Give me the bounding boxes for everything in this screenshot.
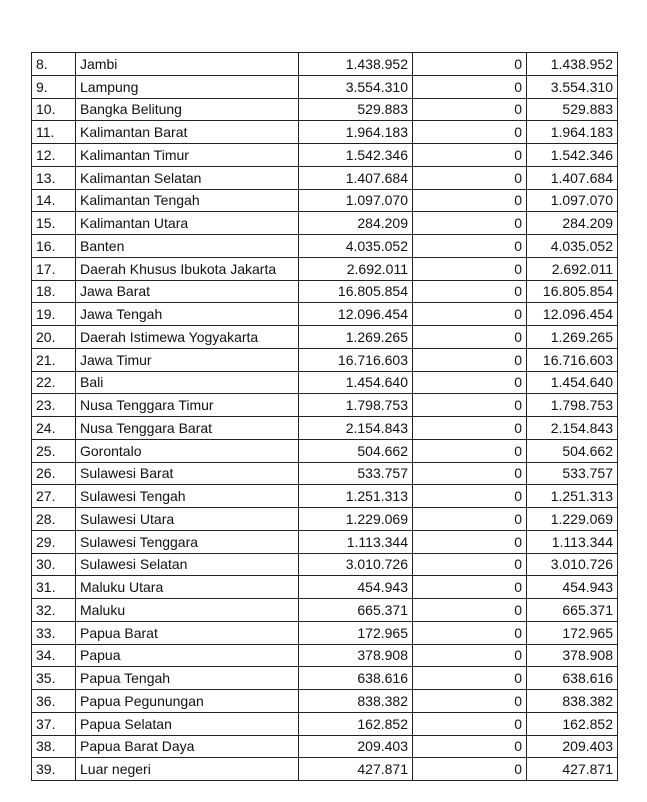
total-cell: 1.438.952: [527, 53, 618, 76]
value-cell: 427.871: [299, 758, 413, 781]
zero-value-cell: 0: [413, 121, 527, 144]
value-cell: 1.964.183: [299, 121, 413, 144]
value-cell: 1.454.640: [299, 371, 413, 394]
total-cell: 378.908: [527, 644, 618, 667]
table-row: [32, 712, 618, 735]
table-row: [32, 166, 618, 189]
zero-value-cell: 0: [413, 235, 527, 258]
total-cell: 427.871: [527, 758, 618, 781]
table-row: [32, 417, 618, 440]
table-row: [32, 690, 618, 713]
value-cell: 4.035.052: [299, 235, 413, 258]
value-cell: 638.616: [299, 667, 413, 690]
province-name: Jawa Barat: [76, 280, 299, 303]
zero-value-cell: 0: [413, 621, 527, 644]
row-number: 36.: [32, 690, 76, 713]
zero-value-cell: 0: [413, 576, 527, 599]
total-cell: 1.454.640: [527, 371, 618, 394]
zero-value-cell: 0: [413, 485, 527, 508]
row-number: 19.: [32, 303, 76, 326]
value-cell: 172.965: [299, 621, 413, 644]
zero-value-cell: 0: [413, 553, 527, 576]
value-cell: 529.883: [299, 98, 413, 121]
province-name: Luar negeri: [76, 758, 299, 781]
province-name: Jawa Timur: [76, 348, 299, 371]
value-cell: 533.757: [299, 462, 413, 485]
row-number: 34.: [32, 644, 76, 667]
zero-value-cell: 0: [413, 189, 527, 212]
province-name: Banten: [76, 235, 299, 258]
table-row: [32, 144, 618, 167]
row-number: 9.: [32, 75, 76, 98]
table-row: [32, 371, 618, 394]
row-number: 37.: [32, 712, 76, 735]
total-cell: 1.964.183: [527, 121, 618, 144]
province-name: Sulawesi Selatan: [76, 553, 299, 576]
total-cell: 4.035.052: [527, 235, 618, 258]
province-name: Papua: [76, 644, 299, 667]
table-row: [32, 485, 618, 508]
zero-value-cell: 0: [413, 508, 527, 531]
value-cell: 16.716.603: [299, 348, 413, 371]
row-number: 32.: [32, 599, 76, 622]
table-row: [32, 280, 618, 303]
table-row: [32, 189, 618, 212]
row-number: 10.: [32, 98, 76, 121]
total-cell: 3.010.726: [527, 553, 618, 576]
total-cell: 12.096.454: [527, 303, 618, 326]
row-number: 18.: [32, 280, 76, 303]
province-name: Sulawesi Utara: [76, 508, 299, 531]
value-cell: 1.251.313: [299, 485, 413, 508]
total-cell: 16.716.603: [527, 348, 618, 371]
zero-value-cell: 0: [413, 667, 527, 690]
table-row: [32, 530, 618, 553]
zero-value-cell: 0: [413, 53, 527, 76]
province-name: Kalimantan Barat: [76, 121, 299, 144]
table-row: [32, 599, 618, 622]
total-cell: 2.692.011: [527, 257, 618, 280]
total-cell: 162.852: [527, 712, 618, 735]
province-name: Sulawesi Tengah: [76, 485, 299, 508]
table-row: [32, 257, 618, 280]
zero-value-cell: 0: [413, 644, 527, 667]
province-name: Papua Pegunungan: [76, 690, 299, 713]
table-body: [32, 53, 618, 781]
total-cell: 1.097.070: [527, 189, 618, 212]
value-cell: 284.209: [299, 212, 413, 235]
value-cell: 504.662: [299, 439, 413, 462]
total-cell: 529.883: [527, 98, 618, 121]
zero-value-cell: 0: [413, 75, 527, 98]
value-cell: 16.805.854: [299, 280, 413, 303]
total-cell: 1.251.313: [527, 485, 618, 508]
row-number: 35.: [32, 667, 76, 690]
table-row: [32, 394, 618, 417]
province-name: Jawa Tengah: [76, 303, 299, 326]
table-row: [32, 121, 618, 144]
value-cell: 3.554.310: [299, 75, 413, 98]
zero-value-cell: 0: [413, 257, 527, 280]
zero-value-cell: 0: [413, 439, 527, 462]
table-row: [32, 667, 618, 690]
total-cell: 284.209: [527, 212, 618, 235]
zero-value-cell: 0: [413, 417, 527, 440]
value-cell: 378.908: [299, 644, 413, 667]
value-cell: 162.852: [299, 712, 413, 735]
zero-value-cell: 0: [413, 212, 527, 235]
table-row: [32, 644, 618, 667]
table-row: [32, 303, 618, 326]
province-name: Gorontalo: [76, 439, 299, 462]
zero-value-cell: 0: [413, 371, 527, 394]
zero-value-cell: 0: [413, 348, 527, 371]
row-number: 11.: [32, 121, 76, 144]
province-name: Sulawesi Tenggara: [76, 530, 299, 553]
row-number: 30.: [32, 553, 76, 576]
row-number: 28.: [32, 508, 76, 531]
province-name: Nusa Tenggara Timur: [76, 394, 299, 417]
zero-value-cell: 0: [413, 326, 527, 349]
value-cell: 1.113.344: [299, 530, 413, 553]
row-number: 17.: [32, 257, 76, 280]
table-row: [32, 576, 618, 599]
province-data-table: [31, 52, 618, 781]
table-row: [32, 735, 618, 758]
province-name: Jambi: [76, 53, 299, 76]
table-row: [32, 439, 618, 462]
zero-value-cell: 0: [413, 599, 527, 622]
table-row: [32, 462, 618, 485]
value-cell: 1.542.346: [299, 144, 413, 167]
value-cell: 2.692.011: [299, 257, 413, 280]
value-cell: 1.407.684: [299, 166, 413, 189]
value-cell: 1.269.265: [299, 326, 413, 349]
province-name: Lampung: [76, 75, 299, 98]
zero-value-cell: 0: [413, 735, 527, 758]
row-number: 8.: [32, 53, 76, 76]
zero-value-cell: 0: [413, 166, 527, 189]
row-number: 23.: [32, 394, 76, 417]
table-row: [32, 326, 618, 349]
row-number: 15.: [32, 212, 76, 235]
total-cell: 3.554.310: [527, 75, 618, 98]
province-name: Papua Barat Daya: [76, 735, 299, 758]
table-row: [32, 235, 618, 258]
total-cell: 172.965: [527, 621, 618, 644]
total-cell: 209.403: [527, 735, 618, 758]
row-number: 21.: [32, 348, 76, 371]
province-name: Papua Selatan: [76, 712, 299, 735]
total-cell: 1.113.344: [527, 530, 618, 553]
total-cell: 504.662: [527, 439, 618, 462]
province-name: Kalimantan Timur: [76, 144, 299, 167]
total-cell: 16.805.854: [527, 280, 618, 303]
table-row: [32, 212, 618, 235]
row-number: 20.: [32, 326, 76, 349]
province-name: Sulawesi Barat: [76, 462, 299, 485]
row-number: 13.: [32, 166, 76, 189]
total-cell: 1.407.684: [527, 166, 618, 189]
table-row: [32, 758, 618, 781]
table-row: [32, 553, 618, 576]
value-cell: 1.229.069: [299, 508, 413, 531]
table-row: [32, 508, 618, 531]
zero-value-cell: 0: [413, 712, 527, 735]
province-name: Papua Tengah: [76, 667, 299, 690]
zero-value-cell: 0: [413, 280, 527, 303]
table-row: [32, 348, 618, 371]
province-name: Daerah Khusus Ibukota Jakarta: [76, 257, 299, 280]
province-name: Kalimantan Utara: [76, 212, 299, 235]
row-number: 16.: [32, 235, 76, 258]
total-cell: 838.382: [527, 690, 618, 713]
zero-value-cell: 0: [413, 303, 527, 326]
total-cell: 2.154.843: [527, 417, 618, 440]
total-cell: 1.229.069: [527, 508, 618, 531]
zero-value-cell: 0: [413, 98, 527, 121]
zero-value-cell: 0: [413, 758, 527, 781]
total-cell: 533.757: [527, 462, 618, 485]
province-name: Bangka Belitung: [76, 98, 299, 121]
province-name: Bali: [76, 371, 299, 394]
province-name: Maluku Utara: [76, 576, 299, 599]
row-number: 27.: [32, 485, 76, 508]
value-cell: 3.010.726: [299, 553, 413, 576]
province-name: Kalimantan Selatan: [76, 166, 299, 189]
zero-value-cell: 0: [413, 462, 527, 485]
province-name: Papua Barat: [76, 621, 299, 644]
zero-value-cell: 0: [413, 690, 527, 713]
province-name: Maluku: [76, 599, 299, 622]
value-cell: 12.096.454: [299, 303, 413, 326]
total-cell: 454.943: [527, 576, 618, 599]
total-cell: 638.616: [527, 667, 618, 690]
value-cell: 665.371: [299, 599, 413, 622]
row-number: 33.: [32, 621, 76, 644]
table-row: [32, 621, 618, 644]
row-number: 26.: [32, 462, 76, 485]
row-number: 24.: [32, 417, 76, 440]
value-cell: 2.154.843: [299, 417, 413, 440]
row-number: 31.: [32, 576, 76, 599]
value-cell: 209.403: [299, 735, 413, 758]
province-name: Daerah Istimewa Yogyakarta: [76, 326, 299, 349]
province-name: Kalimantan Tengah: [76, 189, 299, 212]
zero-value-cell: 0: [413, 530, 527, 553]
row-number: 12.: [32, 144, 76, 167]
total-cell: 1.269.265: [527, 326, 618, 349]
value-cell: 1.097.070: [299, 189, 413, 212]
total-cell: 1.798.753: [527, 394, 618, 417]
table-row: [32, 75, 618, 98]
row-number: 25.: [32, 439, 76, 462]
row-number: 29.: [32, 530, 76, 553]
zero-value-cell: 0: [413, 394, 527, 417]
row-number: 39.: [32, 758, 76, 781]
province-name: Nusa Tenggara Barat: [76, 417, 299, 440]
value-cell: 1.438.952: [299, 53, 413, 76]
row-number: 14.: [32, 189, 76, 212]
table-row: [32, 53, 618, 76]
table-row: [32, 98, 618, 121]
row-number: 38.: [32, 735, 76, 758]
value-cell: 454.943: [299, 576, 413, 599]
value-cell: 838.382: [299, 690, 413, 713]
value-cell: 1.798.753: [299, 394, 413, 417]
total-cell: 665.371: [527, 599, 618, 622]
total-cell: 1.542.346: [527, 144, 618, 167]
zero-value-cell: 0: [413, 144, 527, 167]
row-number: 22.: [32, 371, 76, 394]
